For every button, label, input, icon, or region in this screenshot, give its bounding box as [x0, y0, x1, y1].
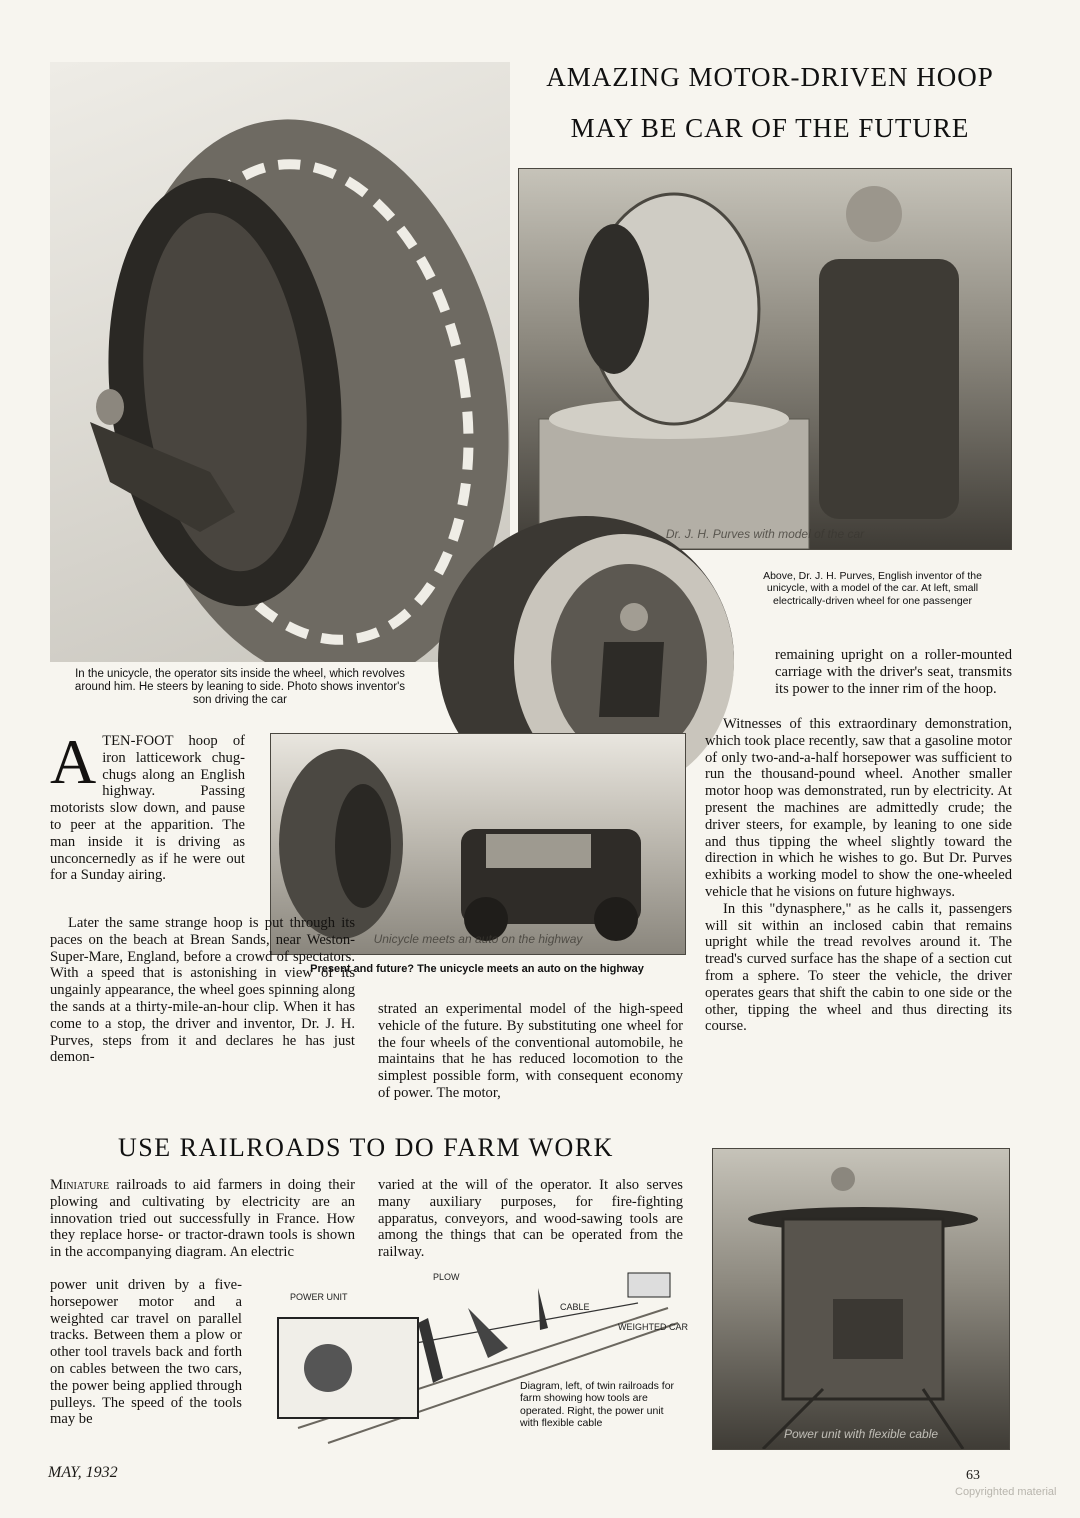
article1-col3-para2: Witnesses of this extraordinary demonstration, which took place recently, saw that a gasoline motor of only two-and-a-half horsepower was sufficient to run the thousand-pound wheel. Another smaller motor hoop was demonstrated, run by electricity. At present the machines are admittedly crude; the driver steers, for example, by leaning to one side and thus tipping the wheel slightly toward the direction in which he wishes to go. But Dr. Purves exhibits a working model to show the one-wheeled vehicle that he visions on future highways. [705, 716, 1012, 900]
article2-col2 [378, 1177, 683, 1261]
article2-lead: Miniature [50, 1177, 110, 1193]
highway-photo-label: Unicycle meets an auto on the highway [373, 932, 583, 946]
article1-col3-top [775, 647, 1012, 697]
article-title-line1: AMAZING MOTOR-DRIVEN HOOP [546, 62, 994, 92]
article2-para2: power unit driven by a five-horsepower motor and a weighted car travel on parallel tracks. Between them a plow or other tool travels back and forth on cables between the two cars, the power being applied through pulleys. The speed of the tools may be [50, 1277, 242, 1428]
farm-photo-label: Power unit with flexible cable [783, 1427, 939, 1441]
diagram-label-power-unit: POWER UNIT [290, 1292, 348, 1302]
unicycle-caption: In the unicycle, the operator sits inside the wheel, which revolves around him. He steers by leaning to side. Photo shows inventor's son driving the car [74, 668, 406, 706]
article2-para1 [50, 1177, 355, 1261]
article1-para2: Later the same strange hoop is put through its paces on the beach at Brean Sands, near Weston-Super-Mare, England, before a crowd of spectators. With a speed that is astonishing in view of its ungainly appearance, the wheel goes spinning along the sands at a thirty-mile-an-hour clip. When it has come to a stop, the driver and inventor, Dr. J. H. Purves, steps from it and declares he has just demon- [50, 915, 355, 1066]
dropcap-letter: A [50, 726, 97, 797]
article1-col3-para3: In this "dynasphere," as he calls it, passengers will sit within an inclosed cabin that remains upright while the tread revolves around it. The tread's curved surface has the shape of a section cut from a sphere. To steer the vehicle, the driver operates gears that shift the cabin to one side or the other, tipping the wheel and thus directing its course. [705, 900, 1012, 1035]
article1-col2 [378, 1001, 683, 1102]
article2-title: USE RAILROADS TO DO FARM WORK [118, 1133, 614, 1162]
article-title-line2: MAY BE CAR OF THE FUTURE [570, 113, 970, 143]
diagram-label-plow: PLOW [433, 1272, 460, 1282]
article1-para1: TEN-FOOT hoop of iron latticework chug-chugs along an English highway. Passing motorists slow down, and pause to peer at the apparition. The man inside it is driving as unconcernedly as if he were out for a Sunday airing. [50, 733, 245, 884]
article1-col3-para1: remaining upright on a roller-mounted carriage with the driver's seat, transmits its power to the inner rim of the hoop. [775, 647, 1012, 697]
article2-col2-text: varied at the will of the operator. It also serves many auxiliary purposes, for fire-fighting apparatus, conveyors, and wood-sawing tools are among the things that can be operated from the railway. [378, 1177, 683, 1261]
farm-photo [712, 1148, 1010, 1450]
highway-caption: Present and future? The unicycle meets an auto on the highway [310, 963, 644, 975]
purves-caption: Above, Dr. J. H. Purves, English inventor of the unicycle, with a model of the car. At left, small electrically-driven wheel for one passenger [763, 570, 982, 607]
article1-col2-text: strated an experimental model of the high-speed vehicle of the future. By substituting one wheel for the four wheels of the conventional automobile, he maintains that he has reduced locomotion to the simplest possible form, with consequent economy of power. The motor, [378, 1001, 683, 1101]
article2-para1-text: railroads to aid farmers in doing their plowing and cultivating by electricity are an innovation tried out successfully in France. How they replace horse- or tractor-drawn tools is shown in the accompanying diagram. An electric [50, 1177, 355, 1261]
article2-col1 [50, 1177, 355, 1261]
diagram-caption: Diagram, left, of twin railroads for farm showing how tools are operated. Right, the power unit with flexible cable [520, 1380, 675, 1430]
diagram-label-cable: CABLE [560, 1302, 590, 1312]
purves-photo [518, 168, 1012, 550]
diagram-label-weighted-car: WEIGHTED CAR [618, 1322, 688, 1332]
copyright-watermark: Copyrighted material [955, 1486, 1057, 1498]
article2-col1-lower [50, 1277, 242, 1428]
article1-col1-top [50, 726, 245, 884]
article1-col1-continued [50, 915, 355, 1120]
purves-photo-label: Dr. J. H. Purves with model of the car [665, 527, 865, 541]
article1-col3 [705, 716, 1012, 1035]
footer-page-number: 63 [966, 1468, 980, 1483]
footer-date: MAY, 1932 [48, 1464, 118, 1481]
